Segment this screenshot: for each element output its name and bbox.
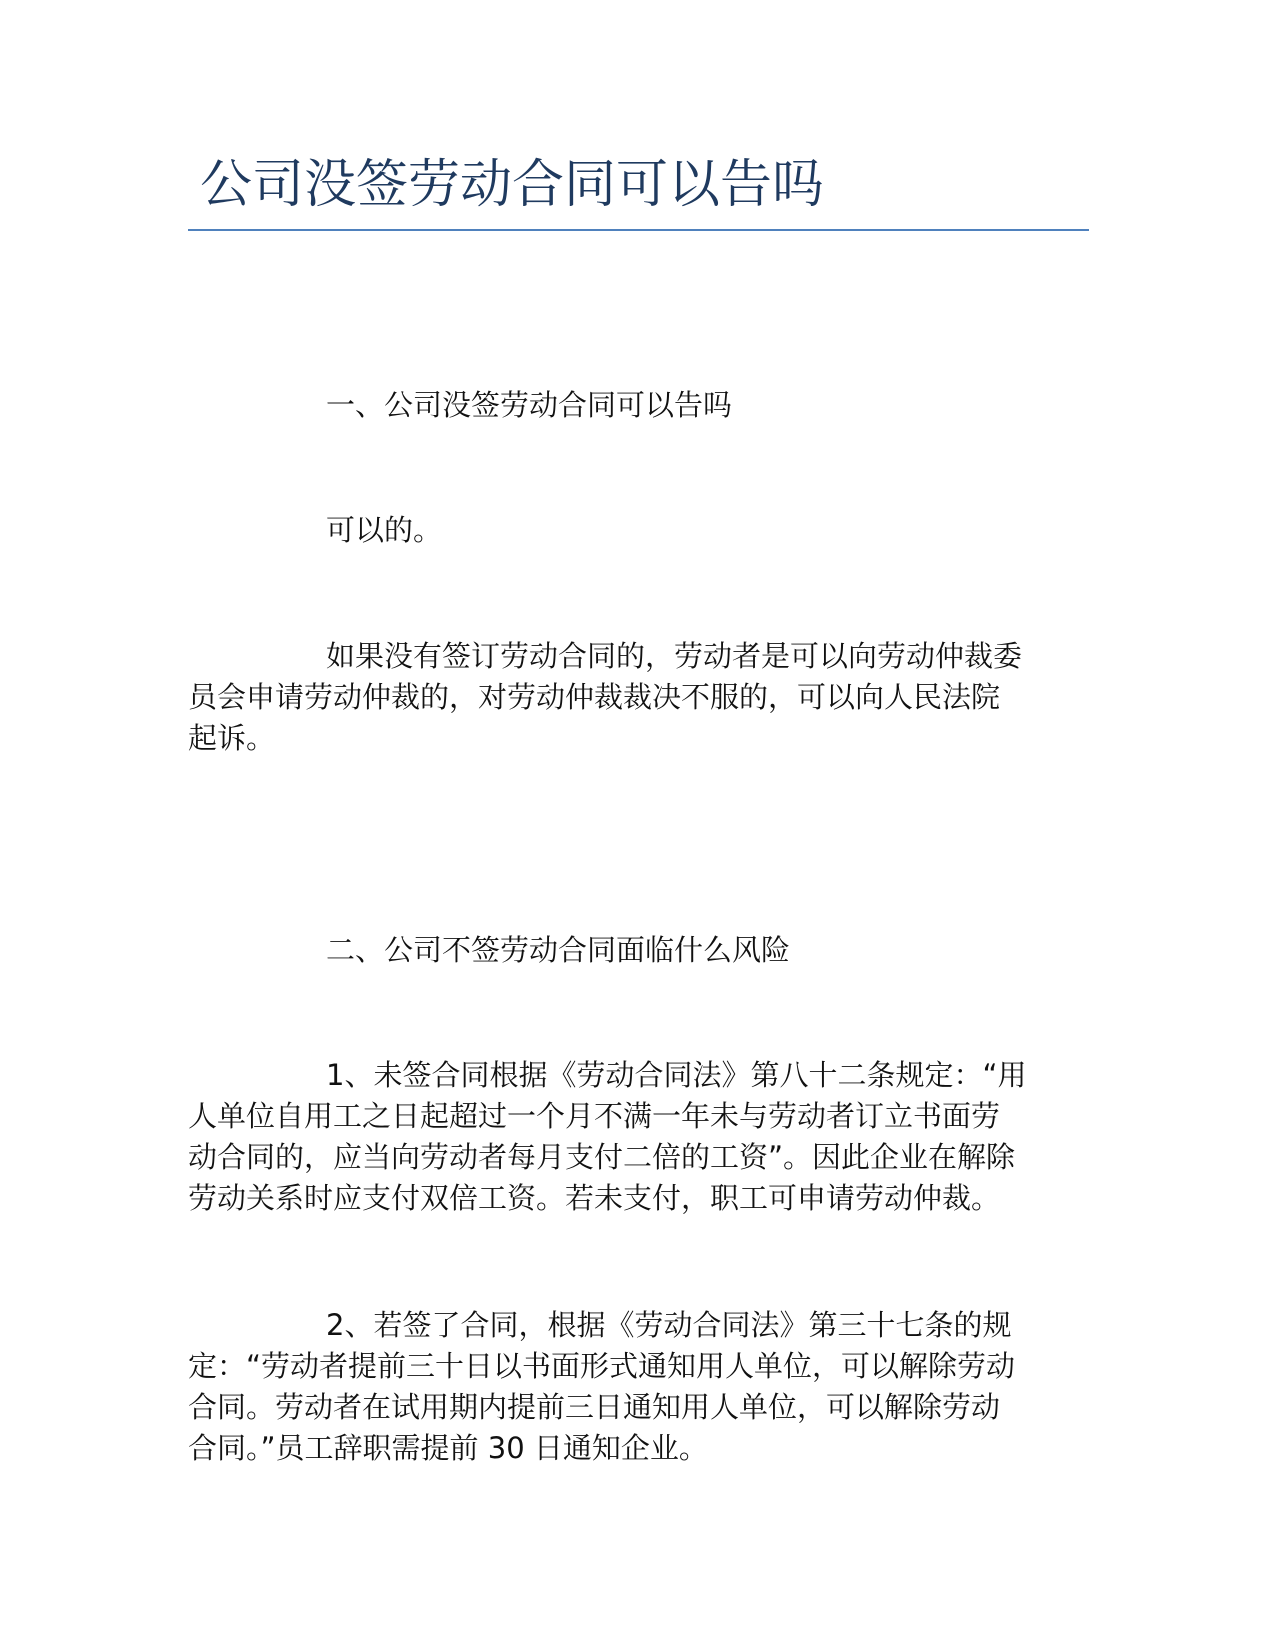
paragraph-line: 合同。劳动者在试用期内提前三日通知用人单位，可以解除劳动 xyxy=(188,1390,1001,1424)
paragraph-line: 动合同的，应当向劳动者每月支付二倍的工资”。因此企业在解除 xyxy=(188,1140,1016,1174)
section-2-heading-text: 二、公司不签劳动合同面临什么风险 xyxy=(326,933,791,967)
section-1-heading xyxy=(188,385,1088,426)
paragraph-line: 合同。”员工辞职需提前 30 日通知企业。 xyxy=(188,1431,708,1465)
section-1-paragraph xyxy=(188,636,1088,759)
section-1-answer-text: 可以的。 xyxy=(326,513,443,547)
paragraph-line: 如果没有签订劳动合同的，劳动者是可以向劳动仲裁委 xyxy=(326,639,1023,673)
paragraph-line: 2、若签了合同，根据《劳动合同法》第三十七条的规 xyxy=(326,1308,1012,1342)
paragraph-line: 劳动关系时应支付双倍工资。若未支付，职工可申请劳动仲裁。 xyxy=(188,1181,1001,1215)
paragraph-line: 定：“劳动者提前三十日以书面形式通知用人单位，可以解除劳动 xyxy=(188,1349,1016,1383)
section-2-heading xyxy=(188,930,1088,971)
paragraph-line: 员会申请劳动仲裁的，对劳动仲裁裁决不服的，可以向人民法院 xyxy=(188,680,1001,714)
section-1-heading-text: 一、公司没签劳动合同可以告吗 xyxy=(326,388,733,422)
section-1-answer xyxy=(188,510,1088,551)
section-2-item-2 xyxy=(188,1305,1088,1469)
section-2-item-1 xyxy=(188,1055,1088,1219)
paragraph-line: 人单位自用工之日起超过一个月不满一年未与劳动者订立书面劳 xyxy=(188,1099,1001,1133)
page-title: 公司没签劳动合同可以告吗 xyxy=(200,155,825,215)
paragraph-line: 1、未签合同根据《劳动合同法》第八十二条规定：“用 xyxy=(326,1058,1027,1092)
paragraph-line: 起诉。 xyxy=(188,721,276,755)
title-underline xyxy=(188,229,1089,231)
